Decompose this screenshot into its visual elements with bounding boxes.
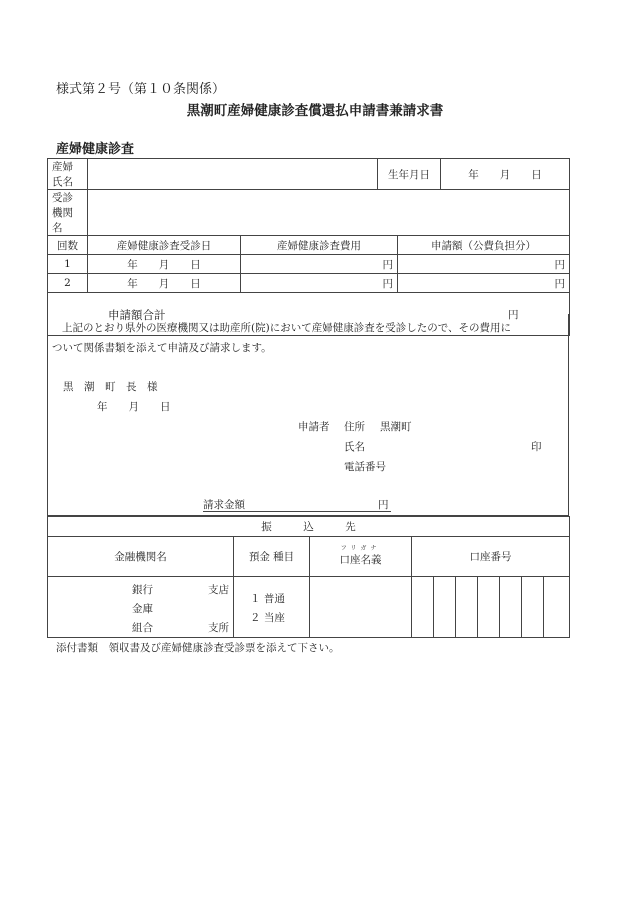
form-title: 黒潮町産婦健康診査償還払申請書兼請求書 (186, 103, 444, 119)
table-row (48, 255, 570, 274)
total-label: 申請額合計 (108, 308, 166, 322)
transfer-table (47, 516, 570, 638)
clinic-label: 受診機関名 (48, 190, 88, 236)
branch-type-office: 支所 (208, 622, 229, 634)
row-date[interactable]: 年 月 日 (88, 255, 241, 274)
row-amount[interactable]: 円 (398, 255, 570, 274)
deposit-field[interactable] (234, 577, 310, 638)
row-cost[interactable]: 円 (241, 255, 398, 274)
row-number: 1 (48, 255, 88, 274)
claim-amount-label: 請求金額 (203, 499, 245, 511)
birth-label: 生年月日 (378, 159, 441, 190)
account-digit[interactable] (434, 577, 456, 638)
checkup-table (47, 158, 570, 336)
address-label: 住所 (344, 421, 365, 433)
total-unit: 円 (508, 309, 519, 321)
addressee: 黒 潮 町 長 様 (63, 381, 158, 393)
address-value[interactable]: 黒潮町 (380, 421, 412, 433)
row-cost[interactable]: 円 (241, 274, 398, 293)
bank-field[interactable] (48, 577, 234, 638)
applicant-label: 申請者 (298, 421, 330, 433)
declaration-line-2: ついて関係書類を添えて申請及び請求します。 (52, 342, 272, 354)
holder-header: フリガナ 口座名義 (310, 537, 412, 577)
bank-type-bank: 銀行 (132, 584, 153, 596)
account-header: 口座番号 (412, 537, 570, 577)
account-digit[interactable] (478, 577, 500, 638)
name-field[interactable] (88, 159, 378, 190)
claim-amount-underline[interactable] (203, 511, 391, 512)
holder-field[interactable] (310, 577, 412, 638)
bank-type-union: 組合 (132, 622, 153, 634)
declaration-date[interactable]: 年 月 日 (97, 401, 171, 413)
clinic-field[interactable] (88, 190, 570, 236)
form-number: 様式第２号（第１０条関係） (56, 82, 226, 97)
bank-header: 金融機関名 (48, 537, 234, 577)
birth-field[interactable] (441, 159, 570, 190)
header-amount: 申請額（公費負担分） (398, 236, 570, 255)
account-digit[interactable] (544, 577, 570, 638)
header-cost: 産婦健康診査費用 (241, 236, 398, 255)
name-label: 産婦氏名 (48, 159, 88, 190)
header-date: 産婦健康診査受診日 (88, 236, 241, 255)
claim-amount-unit: 円 (378, 499, 389, 511)
branch-type-branch: 支店 (208, 584, 229, 596)
table-row (48, 274, 570, 293)
account-digit[interactable] (500, 577, 522, 638)
row-date[interactable]: 年 月 日 (88, 274, 241, 293)
bank-type-shinkin: 金庫 (132, 603, 153, 615)
account-digit[interactable] (412, 577, 434, 638)
seal-mark: 印 (531, 441, 542, 453)
account-digit[interactable] (522, 577, 544, 638)
transfer-heading: 振 込 先 (48, 517, 570, 537)
attachments-note: 添付書類 領収書及び産婦健康診査受診票を添えて下さい。 (56, 642, 340, 654)
account-digit[interactable] (456, 577, 478, 638)
deposit-checking: ２ 当座 (250, 612, 285, 624)
header-count: 回数 (48, 236, 88, 255)
deposit-ordinary: １ 普通 (250, 593, 285, 605)
deposit-header: 預金 種目 (234, 537, 310, 577)
row-amount[interactable]: 円 (398, 274, 570, 293)
birth-value: 年 月 日 (468, 168, 542, 181)
declaration-block (47, 314, 569, 516)
phone-label: 電話番号 (344, 461, 386, 473)
applicant-name-label: 氏名 (344, 441, 365, 453)
holder-furigana: フリガナ (340, 545, 381, 552)
row-number: 2 (48, 274, 88, 293)
section-title: 産婦健康診査 (56, 142, 135, 157)
declaration-line-1: 上記のとおり県外の医療機関又は助産所(院)において産婦健康診査を受診したので、その費用に (62, 322, 511, 334)
